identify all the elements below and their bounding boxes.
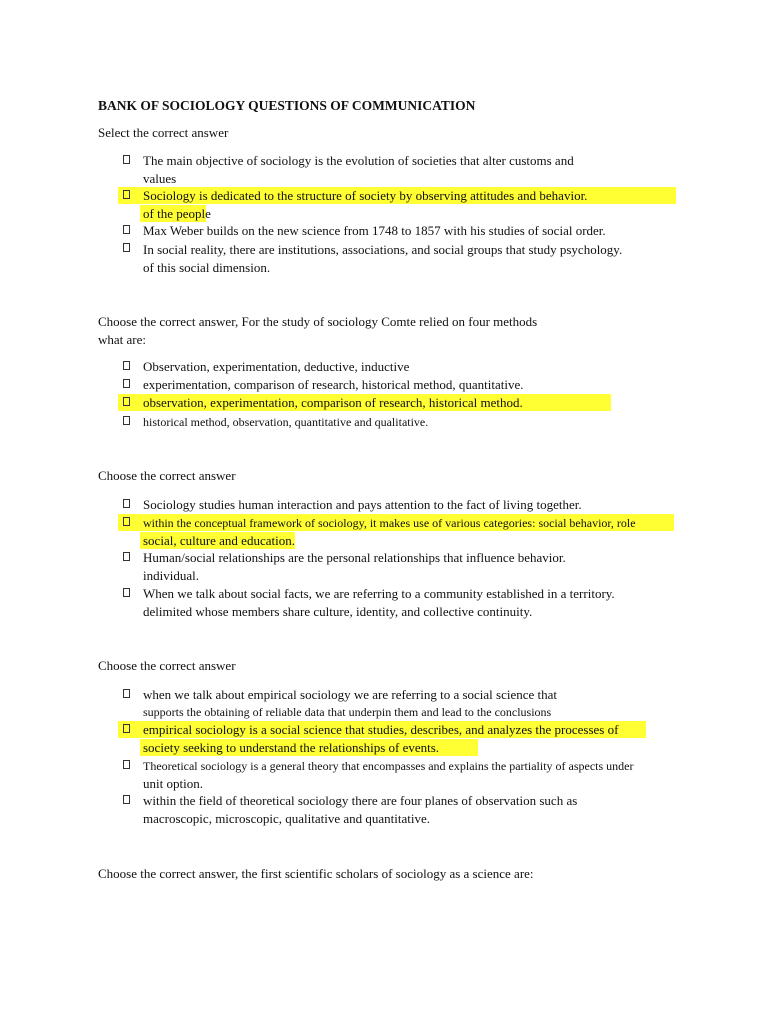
- q4-option-3-cont: unit option.: [143, 776, 203, 791]
- q3-option-3-cont: individual.: [143, 568, 199, 583]
- q1-option-1: The main objective of sociology is the evolution of societies that alter customs and: [143, 153, 574, 168]
- q2-prompt: Choose the correct answer, For the study of sociology Comte relied on four methods: [98, 314, 538, 329]
- q2-prompt-cont: what are:: [98, 332, 147, 347]
- checkbox-icon: [123, 795, 130, 804]
- q1-option-4: In social reality, there are institutions, associations, and social groups that study psychology.: [143, 242, 623, 257]
- q2-option-4: historical method, observation, quantitative and qualitative.: [143, 415, 429, 429]
- q4-option-4-cont: macroscopic, microscopic, qualitative and quantitative.: [143, 811, 430, 826]
- q3-option-4-cont: delimited whose members share culture, identity, and collective continuity.: [143, 604, 533, 619]
- checkbox-icon: [123, 243, 130, 252]
- q1-option-1-cont: values: [143, 171, 177, 186]
- checkbox-icon: [123, 689, 130, 698]
- q1-option-4-cont: of this social dimension.: [143, 260, 271, 275]
- instruction-text: Select the correct answer: [98, 125, 229, 140]
- q1-option-3: Max Weber builds on the new science from 1748 to 1857 with his studies of social order.: [143, 223, 606, 238]
- q4-option-4: within the field of theoretical sociology there are four planes of observation such as: [143, 793, 578, 808]
- checkbox-icon: [123, 397, 130, 406]
- checkbox-icon: [123, 155, 130, 164]
- q4-option-1: when we talk about empirical sociology we are referring to a social science that: [143, 687, 558, 702]
- q2-option-2: experimentation, comparison of research, historical method, quantitative.: [143, 377, 524, 392]
- q1-option-2-cont: of the people: [143, 206, 211, 221]
- checkbox-icon: [123, 190, 130, 199]
- q2-option-1: Observation, experimentation, deductive, inductive: [143, 359, 410, 374]
- checkbox-icon: [123, 552, 130, 561]
- q3-option-2-cont: social, culture and education.: [143, 533, 295, 548]
- checkbox-icon: [123, 588, 130, 597]
- q3-option-3: Human/social relationships are the personal relationships that influence behavior.: [143, 550, 566, 565]
- q5-prompt: Choose the correct answer, the first scientific scholars of sociology as a science are:: [98, 866, 534, 881]
- q4-option-2-correct: empirical sociology is a social science that studies, describes, and analyzes the processes of: [143, 722, 619, 737]
- q3-prompt: Choose the correct answer: [98, 468, 236, 483]
- checkbox-icon: [123, 499, 130, 508]
- checkbox-icon: [123, 517, 130, 526]
- q4-option-1-cont: supports the obtaining of reliable data that underpin them and lead to the conclusions: [143, 705, 552, 719]
- q1-option-2-correct: Sociology is dedicated to the structure of society by observing attitudes and behavior.: [143, 188, 588, 203]
- checkbox-icon: [123, 225, 130, 234]
- q4-prompt: Choose the correct answer: [98, 658, 236, 673]
- q3-option-1: Sociology studies human interaction and pays attention to the fact of living together.: [143, 497, 582, 512]
- q3-option-4: When we talk about social facts, we are referring to a community established in a territory.: [143, 586, 615, 601]
- q4-option-3: Theoretical sociology is a general theory that encompasses and explains the partiality of aspects under: [143, 759, 634, 773]
- q4-option-2-cont: society seeking to understand the relationships of events.: [143, 740, 440, 755]
- q3-option-2-correct: within the conceptual framework of sociology, it makes use of various categories: social behavior, role: [143, 516, 636, 530]
- q2-option-3-correct: observation, experimentation, comparison of research, historical method.: [143, 395, 523, 410]
- document-title: BANK OF SOCIOLOGY QUESTIONS OF COMMUNICATION: [98, 98, 476, 113]
- checkbox-icon: [123, 361, 130, 370]
- checkbox-icon: [123, 724, 130, 733]
- checkbox-icon: [123, 379, 130, 388]
- checkbox-icon: [123, 416, 130, 425]
- checkbox-icon: [123, 760, 130, 769]
